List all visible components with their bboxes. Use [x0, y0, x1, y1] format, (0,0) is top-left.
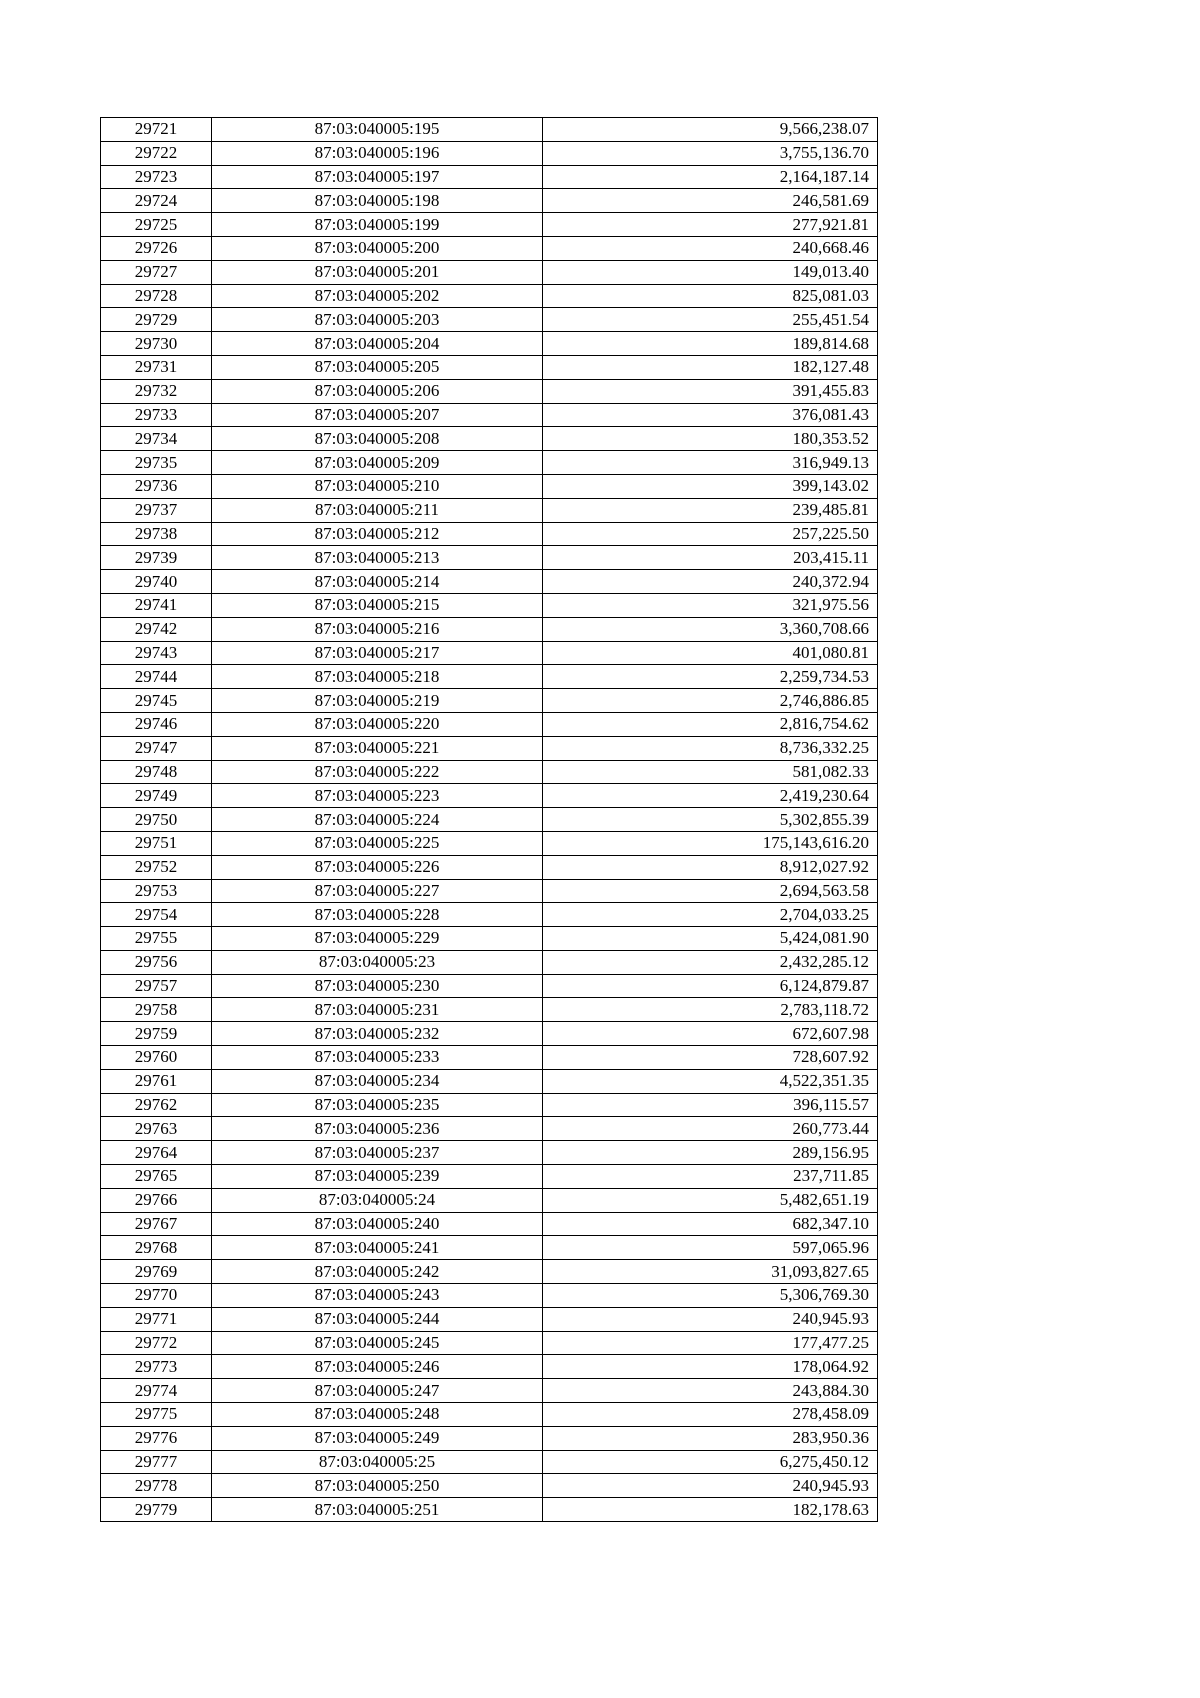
value-cell: 3,755,136.70: [543, 141, 878, 165]
cadastral-number-cell: 87:03:040005:207: [212, 403, 543, 427]
value-cell: 203,415.11: [543, 546, 878, 570]
table-row: [101, 332, 878, 356]
value-cell: 2,164,187.14: [543, 165, 878, 189]
value-cell: 321,975.56: [543, 593, 878, 617]
cadastral-number-cell: 87:03:040005:202: [212, 284, 543, 308]
cadastral-number-cell: 87:03:040005:199: [212, 213, 543, 237]
table-row: [101, 760, 878, 784]
value-cell: 180,353.52: [543, 427, 878, 451]
row-number-cell: 29769: [101, 1260, 212, 1284]
cadastral-number-cell: 87:03:040005:243: [212, 1284, 543, 1308]
value-cell: 240,372.94: [543, 570, 878, 594]
cadastral-number-cell: 87:03:040005:200: [212, 236, 543, 260]
row-number-cell: 29767: [101, 1212, 212, 1236]
value-cell: 182,178.63: [543, 1498, 878, 1522]
cadastral-number-cell: 87:03:040005:25: [212, 1450, 543, 1474]
cadastral-number-cell: 87:03:040005:224: [212, 808, 543, 832]
table-row: [101, 1498, 878, 1522]
table-row: [101, 141, 878, 165]
row-number-cell: 29722: [101, 141, 212, 165]
cadastral-number-cell: 87:03:040005:220: [212, 712, 543, 736]
table-row: [101, 1450, 878, 1474]
row-number-cell: 29721: [101, 118, 212, 142]
cadastral-number-cell: 87:03:040005:222: [212, 760, 543, 784]
value-cell: 257,225.50: [543, 522, 878, 546]
cadastral-number-cell: 87:03:040005:227: [212, 879, 543, 903]
cadastral-number-cell: 87:03:040005:221: [212, 736, 543, 760]
cadastral-number-cell: 87:03:040005:218: [212, 665, 543, 689]
value-cell: 3,360,708.66: [543, 617, 878, 641]
cadastral-number-cell: 87:03:040005:210: [212, 474, 543, 498]
table-row: [101, 1141, 878, 1165]
cadastral-number-cell: 87:03:040005:237: [212, 1141, 543, 1165]
row-number-cell: 29776: [101, 1426, 212, 1450]
value-cell: 8,736,332.25: [543, 736, 878, 760]
table-row: [101, 1212, 878, 1236]
row-number-cell: 29728: [101, 284, 212, 308]
value-cell: 825,081.03: [543, 284, 878, 308]
table-row: [101, 1426, 878, 1450]
value-cell: 2,432,285.12: [543, 950, 878, 974]
table-row: [101, 1355, 878, 1379]
value-cell: 401,080.81: [543, 641, 878, 665]
row-number-cell: 29732: [101, 379, 212, 403]
cadastral-number-cell: 87:03:040005:249: [212, 1426, 543, 1450]
row-number-cell: 29749: [101, 784, 212, 808]
table-row: [101, 1188, 878, 1212]
value-cell: 6,275,450.12: [543, 1450, 878, 1474]
row-number-cell: 29756: [101, 950, 212, 974]
cadastral-number-cell: 87:03:040005:223: [212, 784, 543, 808]
cadastral-number-cell: 87:03:040005:196: [212, 141, 543, 165]
table-row: [101, 118, 878, 142]
row-number-cell: 29770: [101, 1284, 212, 1308]
table-row: [101, 831, 878, 855]
row-number-cell: 29757: [101, 974, 212, 998]
table-row: [101, 617, 878, 641]
cadastral-number-cell: 87:03:040005:230: [212, 974, 543, 998]
row-number-cell: 29746: [101, 712, 212, 736]
value-cell: 178,064.92: [543, 1355, 878, 1379]
table-row: [101, 403, 878, 427]
cadastral-number-cell: 87:03:040005:24: [212, 1188, 543, 1212]
value-cell: 2,259,734.53: [543, 665, 878, 689]
table-row: [101, 641, 878, 665]
cadastral-number-cell: 87:03:040005:197: [212, 165, 543, 189]
table-row: [101, 284, 878, 308]
cadastral-number-cell: 87:03:040005:248: [212, 1403, 543, 1427]
row-number-cell: 29774: [101, 1379, 212, 1403]
cadastral-number-cell: 87:03:040005:213: [212, 546, 543, 570]
cadastral-number-cell: 87:03:040005:211: [212, 498, 543, 522]
table-row: [101, 1331, 878, 1355]
row-number-cell: 29764: [101, 1141, 212, 1165]
row-number-cell: 29727: [101, 260, 212, 284]
value-cell: 581,082.33: [543, 760, 878, 784]
row-number-cell: 29753: [101, 879, 212, 903]
row-number-cell: 29754: [101, 903, 212, 927]
row-number-cell: 29763: [101, 1117, 212, 1141]
value-cell: 175,143,616.20: [543, 831, 878, 855]
cadastral-number-cell: 87:03:040005:235: [212, 1093, 543, 1117]
value-cell: 189,814.68: [543, 332, 878, 356]
table-row: [101, 498, 878, 522]
row-number-cell: 29762: [101, 1093, 212, 1117]
table-row: [101, 1260, 878, 1284]
value-cell: 240,945.93: [543, 1307, 878, 1331]
value-cell: 8,912,027.92: [543, 855, 878, 879]
table-row: [101, 260, 878, 284]
row-number-cell: 29765: [101, 1165, 212, 1189]
value-cell: 597,065.96: [543, 1236, 878, 1260]
cadastral-number-cell: 87:03:040005:239: [212, 1165, 543, 1189]
row-number-cell: 29768: [101, 1236, 212, 1260]
data-table: [100, 117, 878, 1522]
value-cell: 316,949.13: [543, 451, 878, 475]
table-row: [101, 712, 878, 736]
table-row: [101, 1046, 878, 1070]
table-row: [101, 379, 878, 403]
table-row: [101, 546, 878, 570]
row-number-cell: 29778: [101, 1474, 212, 1498]
cadastral-number-cell: 87:03:040005:198: [212, 189, 543, 213]
cadastral-number-cell: 87:03:040005:245: [212, 1331, 543, 1355]
value-cell: 283,950.36: [543, 1426, 878, 1450]
table-row: [101, 308, 878, 332]
cadastral-number-cell: 87:03:040005:217: [212, 641, 543, 665]
row-number-cell: 29752: [101, 855, 212, 879]
row-number-cell: 29755: [101, 927, 212, 951]
value-cell: 6,124,879.87: [543, 974, 878, 998]
table-row: [101, 879, 878, 903]
table-row: [101, 213, 878, 237]
table-row: [101, 474, 878, 498]
table-row: [101, 974, 878, 998]
row-number-cell: 29775: [101, 1403, 212, 1427]
table-body: [101, 118, 878, 1522]
value-cell: 5,306,769.30: [543, 1284, 878, 1308]
value-cell: 240,668.46: [543, 236, 878, 260]
row-number-cell: 29734: [101, 427, 212, 451]
table-row: [101, 855, 878, 879]
row-number-cell: 29759: [101, 1022, 212, 1046]
table-row: [101, 522, 878, 546]
table-row: [101, 355, 878, 379]
cadastral-number-cell: 87:03:040005:205: [212, 355, 543, 379]
row-number-cell: 29741: [101, 593, 212, 617]
value-cell: 240,945.93: [543, 1474, 878, 1498]
value-cell: 182,127.48: [543, 355, 878, 379]
table-row: [101, 1474, 878, 1498]
table-row: [101, 784, 878, 808]
value-cell: 728,607.92: [543, 1046, 878, 1070]
table-row: [101, 1093, 878, 1117]
cadastral-number-cell: 87:03:040005:23: [212, 950, 543, 974]
value-cell: 2,816,754.62: [543, 712, 878, 736]
table-row: [101, 903, 878, 927]
row-number-cell: 29779: [101, 1498, 212, 1522]
value-cell: 2,694,563.58: [543, 879, 878, 903]
cadastral-number-cell: 87:03:040005:226: [212, 855, 543, 879]
value-cell: 5,424,081.90: [543, 927, 878, 951]
table-row: [101, 593, 878, 617]
table-row: [101, 736, 878, 760]
row-number-cell: 29758: [101, 998, 212, 1022]
row-number-cell: 29731: [101, 355, 212, 379]
value-cell: 376,081.43: [543, 403, 878, 427]
row-number-cell: 29723: [101, 165, 212, 189]
value-cell: 9,566,238.07: [543, 118, 878, 142]
cadastral-number-cell: 87:03:040005:247: [212, 1379, 543, 1403]
row-number-cell: 29742: [101, 617, 212, 641]
value-cell: 237,711.85: [543, 1165, 878, 1189]
table-row: [101, 927, 878, 951]
value-cell: 177,477.25: [543, 1331, 878, 1355]
table-row: [101, 451, 878, 475]
cadastral-number-cell: 87:03:040005:241: [212, 1236, 543, 1260]
cadastral-number-cell: 87:03:040005:231: [212, 998, 543, 1022]
row-number-cell: 29748: [101, 760, 212, 784]
row-number-cell: 29745: [101, 689, 212, 713]
cadastral-number-cell: 87:03:040005:242: [212, 1260, 543, 1284]
row-number-cell: 29724: [101, 189, 212, 213]
value-cell: 396,115.57: [543, 1093, 878, 1117]
cadastral-number-cell: 87:03:040005:195: [212, 118, 543, 142]
value-cell: 4,522,351.35: [543, 1069, 878, 1093]
table-row: [101, 1284, 878, 1308]
cadastral-number-cell: 87:03:040005:225: [212, 831, 543, 855]
row-number-cell: 29725: [101, 213, 212, 237]
value-cell: 391,455.83: [543, 379, 878, 403]
cadastral-number-cell: 87:03:040005:250: [212, 1474, 543, 1498]
row-number-cell: 29743: [101, 641, 212, 665]
value-cell: 5,302,855.39: [543, 808, 878, 832]
value-cell: 2,746,886.85: [543, 689, 878, 713]
table-row: [101, 189, 878, 213]
value-cell: 2,419,230.64: [543, 784, 878, 808]
value-cell: 278,458.09: [543, 1403, 878, 1427]
table-row: [101, 570, 878, 594]
table-row: [101, 665, 878, 689]
value-cell: 255,451.54: [543, 308, 878, 332]
row-number-cell: 29760: [101, 1046, 212, 1070]
value-cell: 239,485.81: [543, 498, 878, 522]
row-number-cell: 29766: [101, 1188, 212, 1212]
table-row: [101, 998, 878, 1022]
cadastral-number-cell: 87:03:040005:240: [212, 1212, 543, 1236]
table-row: [101, 950, 878, 974]
row-number-cell: 29773: [101, 1355, 212, 1379]
row-number-cell: 29738: [101, 522, 212, 546]
row-number-cell: 29772: [101, 1331, 212, 1355]
value-cell: 149,013.40: [543, 260, 878, 284]
cadastral-number-cell: 87:03:040005:234: [212, 1069, 543, 1093]
value-cell: 243,884.30: [543, 1379, 878, 1403]
row-number-cell: 29736: [101, 474, 212, 498]
value-cell: 5,482,651.19: [543, 1188, 878, 1212]
table-row: [101, 1379, 878, 1403]
cadastral-number-cell: 87:03:040005:251: [212, 1498, 543, 1522]
row-number-cell: 29737: [101, 498, 212, 522]
table-row: [101, 1022, 878, 1046]
table-row: [101, 1069, 878, 1093]
table-row: [101, 1236, 878, 1260]
value-cell: 2,783,118.72: [543, 998, 878, 1022]
cadastral-number-cell: 87:03:040005:208: [212, 427, 543, 451]
row-number-cell: 29750: [101, 808, 212, 832]
row-number-cell: 29730: [101, 332, 212, 356]
row-number-cell: 29761: [101, 1069, 212, 1093]
value-cell: 246,581.69: [543, 189, 878, 213]
cadastral-number-cell: 87:03:040005:204: [212, 332, 543, 356]
cadastral-number-cell: 87:03:040005:206: [212, 379, 543, 403]
cadastral-number-cell: 87:03:040005:201: [212, 260, 543, 284]
row-number-cell: 29729: [101, 308, 212, 332]
cadastral-number-cell: 87:03:040005:214: [212, 570, 543, 594]
value-cell: 277,921.81: [543, 213, 878, 237]
cadastral-number-cell: 87:03:040005:232: [212, 1022, 543, 1046]
cadastral-number-cell: 87:03:040005:212: [212, 522, 543, 546]
row-number-cell: 29771: [101, 1307, 212, 1331]
row-number-cell: 29735: [101, 451, 212, 475]
table-row: [101, 1117, 878, 1141]
table-row: [101, 427, 878, 451]
table-row: [101, 689, 878, 713]
cadastral-number-cell: 87:03:040005:209: [212, 451, 543, 475]
table-row: [101, 1307, 878, 1331]
cadastral-number-cell: 87:03:040005:236: [212, 1117, 543, 1141]
cadastral-number-cell: 87:03:040005:215: [212, 593, 543, 617]
value-cell: 31,093,827.65: [543, 1260, 878, 1284]
table-row: [101, 1403, 878, 1427]
cadastral-number-cell: 87:03:040005:203: [212, 308, 543, 332]
row-number-cell: 29777: [101, 1450, 212, 1474]
value-cell: 260,773.44: [543, 1117, 878, 1141]
table-row: [101, 1165, 878, 1189]
value-cell: 672,607.98: [543, 1022, 878, 1046]
cadastral-number-cell: 87:03:040005:246: [212, 1355, 543, 1379]
cadastral-number-cell: 87:03:040005:216: [212, 617, 543, 641]
table-row: [101, 236, 878, 260]
value-cell: 682,347.10: [543, 1212, 878, 1236]
row-number-cell: 29751: [101, 831, 212, 855]
cadastral-number-cell: 87:03:040005:244: [212, 1307, 543, 1331]
table-row: [101, 808, 878, 832]
row-number-cell: 29747: [101, 736, 212, 760]
table-row: [101, 165, 878, 189]
value-cell: 289,156.95: [543, 1141, 878, 1165]
row-number-cell: 29733: [101, 403, 212, 427]
row-number-cell: 29726: [101, 236, 212, 260]
value-cell: 2,704,033.25: [543, 903, 878, 927]
row-number-cell: 29740: [101, 570, 212, 594]
row-number-cell: 29744: [101, 665, 212, 689]
value-cell: 399,143.02: [543, 474, 878, 498]
row-number-cell: 29739: [101, 546, 212, 570]
cadastral-number-cell: 87:03:040005:229: [212, 927, 543, 951]
cadastral-number-cell: 87:03:040005:233: [212, 1046, 543, 1070]
cadastral-number-cell: 87:03:040005:219: [212, 689, 543, 713]
cadastral-number-cell: 87:03:040005:228: [212, 903, 543, 927]
